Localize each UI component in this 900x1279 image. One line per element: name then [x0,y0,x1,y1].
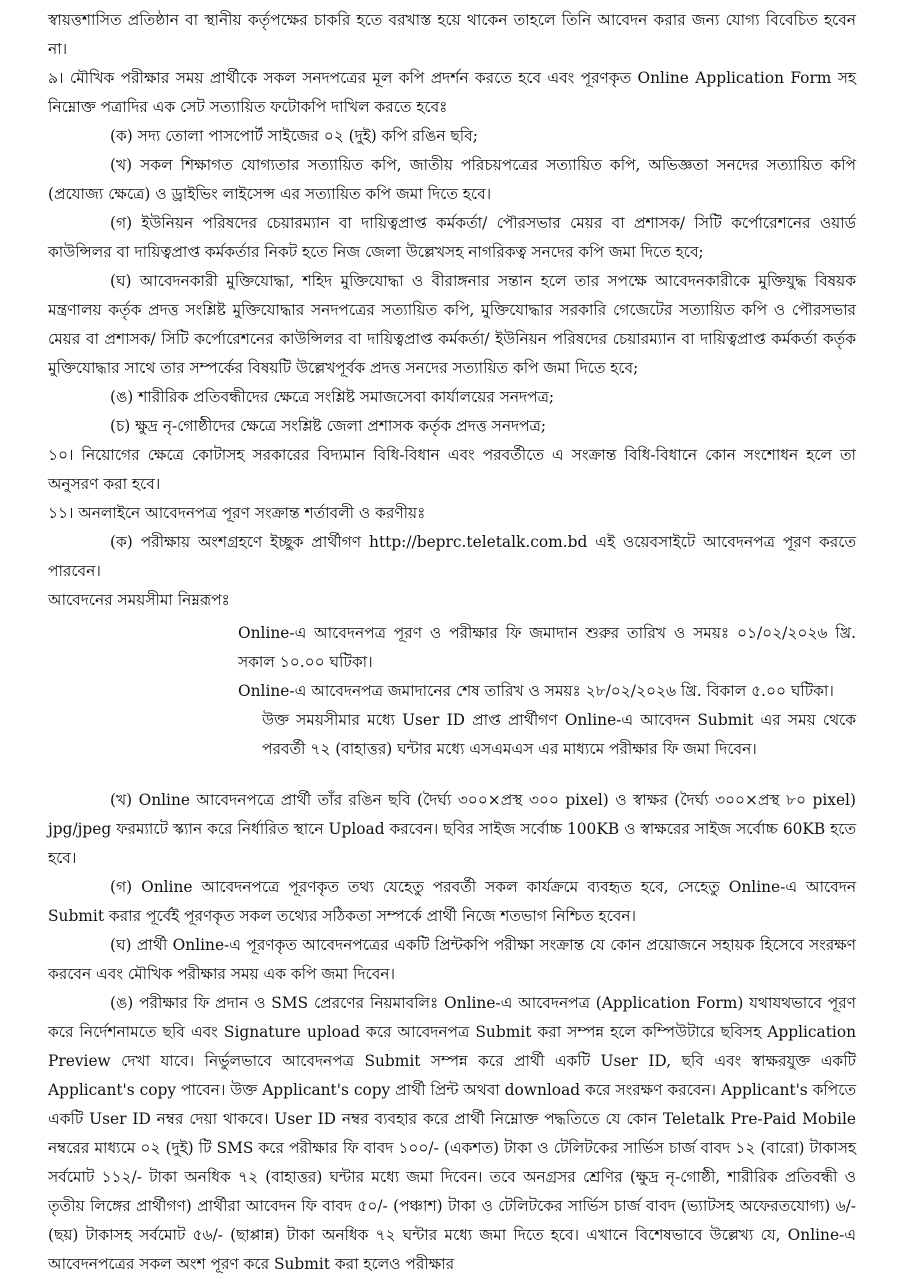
item-9-umo: (ঙ) শারীরিক প্রতিবন্ধীদের ক্ষেত্রে সংশ্লিষ্ট সমাজসেবা কার্যালয়ের সনদপত্র; [110,388,555,406]
section-9: ৯। মৌখিক পরীক্ষার সময় প্রার্থীকে সকল সনদপত্রের মূল কপি প্রদর্শন করতে হবে এবং পূরণকৃত Online Application Form সহ নিম্নোক্ত পত্রাদির এক সেট সত্যায়িত ফটোকপি দাখিল করতে হবেঃ [48,69,856,116]
section-11: ১১। অনলাইনে আবেদনপত্র পূরণ সংক্রান্ত শর্তাবলী ও করণীয়ঃ [48,504,426,522]
schedule-start: Online-এ আবেদনপত্র পূরণ ও পরীক্ষার ফি জমাদান শুরুর তারিখ ও সময়ঃ ০১/০২/২০২৬ খ্রি. সকাল ১০.০০ ঘটিকা। [238,624,856,671]
item-9-gha: (ঘ) আবেদনকারী মুক্তিযোদ্ধা, শহিদ মুক্তিযোদ্ধা ও বীরাঙ্গনার সন্তান হলে তার সপক্ষে আবেদনকারীকে মুক্তিযুদ্ধ বিষয়ক মন্ত্রণালয় কর্তৃক প্রদত্ত সংশ্লিষ্ট মুক্তিযোদ্ধার সনদপত্রের সত্যায়িত কপি, মুক্তিযোদ্ধার সরকারি গেজেটের সত্যায়িত কপি ও পৌরসভার মেয়র বা প্রশাসক/ সিটি কর্পোরেশনের কাউন্সিলর বা দায়িত্বপ্রাপ্ত কর্মকর্তা/ ইউনিয়ন পরিষদের চেয়ারম্যান বা দায়িত্বপ্রাপ্ত কর্মকর্তা কর্তৃক মুক্তিযোদ্ধার সাথে তার সম্পর্কের বিষয়টি উল্লেখপূর্বক প্রদত্ত সনদের সত্যায়িত কপি জমা দিতে হবে; [48,272,856,377]
item-11-umo: (ঙ) পরীক্ষার ফি প্রদান ও SMS প্রেরণের নিয়মাবলিঃ Online-এ আবেদনপত্র (Application Form) যথাযথভাবে পূরণ করে নির্দেশনামতে ছবি এবং Signature upload করে আবেদনপত্র Submit করা সম্পন্ন হলে কম্পিউটারে ছবিসহ Application Preview দেখা যাবে। নির্ভুলভাবে আবেদনপত্র Submit সম্পন্ন করে প্রার্থী একটি User ID, ছবি এবং স্বাক্ষরযুক্ত একটি Applicant's copy পাবেন। উক্ত Applicant's copy প্রার্থী প্রিন্ট অথবা download করে সংরক্ষণ করবেন। Applicant's কপিতে একটি User ID নম্বর দেয়া থাকবে। User ID নম্বর ব্যবহার করে প্রার্থী নিম্নোক্ত পদ্ধতিতে যে কোন Teletalk Pre-Paid Mobile নম্বরের মাধ্যমে ০২ (দুই) টি SMS করে পরীক্ষার ফি বাবদ ১০০/- (একশত) টাকা ও টেলিটকের সার্ভিস চার্জ বাবদ ১২ (বারো) টাকাসহ সর্বমোট ১১২/- টাকা অনধিক ৭২ (বাহাত্তর) ঘন্টার মধ্যে জমা দিবেন। তবে অনগ্রসর শ্রেণির (ক্ষুদ্র নৃ-গোষ্ঠী, শারীরিক প্রতিবন্ধী ও তৃতীয় লিঙ্গের প্রার্থীগণ) প্রার্থীরা আবেদন ফি বাবদ ৫০/- (পঞ্চাশ) টাকা ও টেলিটকের সার্ভিস চার্জ বাবদ (ভ্যাটসহ অফেরতযোগ্য) ৬/- (ছয়) টাকাসহ সর্বমোট ৫৬/- (ছাপ্পান্ন) টাকা অনধিক ৭২ ঘন্টার মধ্যে জমা দিতে হবে। এখানে বিশেষভাবে উল্লেখ্য যে, Online-এ আবেদনপত্রের সকল অংশ পূরণ করে Submit করা হলেও পরীক্ষার [48,994,856,1273]
item-11-gha: (ঘ) প্রার্থী Online-এ পূরণকৃত আবেদনপত্রের একটি প্রিন্টকপি পরীক্ষা সংক্রান্ত যে কোন প্রয়োজনে সহায়ক হিসেবে সংরক্ষণ করবেন এবং মৌখিক পরীক্ষার সময় এক কপি জমা দিবেন। [48,936,856,983]
item-9-kha: (খ) সকল শিক্ষাগত যোগ্যতার সত্যায়িত কপি, জাতীয় পরিচয়পত্রের সত্যায়িত কপি, অভিজ্ঞতা সনদের সত্যায়িত কপি (প্রযোজ্য ক্ষেত্রে) ও ড্রাইভিং লাইসেন্স এর সত্যায়িত কপি জমা দিতে হবে। [48,156,856,203]
item-9-ka: (ক) সদ্য তোলা পাসপোর্ট সাইজের ০২ (দুই) কপি রঙিন ছবি; [110,127,478,145]
schedule-end: Online-এ আবেদনপত্র জমাদানের শেষ তারিখ ও সময়ঃ ২৮/০২/২০২৬ খ্রি. বিকাল ৫.০০ ঘটিকা। [238,682,834,700]
item-11-kha: (খ) Online আবেদনপত্রে প্রার্থী তাঁর রঙিন ছবি (দৈর্ঘ্য ৩০০×প্রস্থ ৩০০ pixel) ও স্বাক্ষর (দৈর্ঘ্য ৩০০×প্রস্থ ৮০ pixel) jpg/jpeg ফরম্যাটে স্ক্যান করে নির্ধারিত স্থানে Upload করবেন। ছবির সাইজ সর্বোচ্চ 100KB ও স্বাক্ষরের সাইজ সর্বোচ্চ 60KB হতে হবে। [48,791,856,867]
schedule-fee-note: উক্ত সময়সীমার মধ্যে User ID প্রাপ্ত প্রার্থীগণ Online-এ আবেদন Submit এর সময় থেকে পরবর্তী ৭২ (বাহাত্তর) ঘন্টার মধ্যে এসএমএস এর মাধ্যমে পরীক্ষার ফি জমা দিবেন। [262,711,856,758]
item-11-ga: (গ) Online আবেদনপত্রে পূরণকৃত তথ্য যেহেতু পরবর্তী সকল কার্যক্রমে ব্যবহৃত হবে, সেহেতু Online-এ আবেদন Submit করার পূর্বেই পূরণকৃত সকল তথ্যের সঠিকতা সম্পর্কে প্রার্থী নিজে শতভাগ নিশ্চিত হবেন। [48,878,856,925]
item-11-ka: (ক) পরীক্ষায় অংশগ্রহণে ইচ্ছুক প্রার্থীগণ http://beprc.teletalk.com.bd এই ওয়েবসাইটে আবেদনপত্র পূরণ করতে পারবেন। [48,533,856,580]
item-9-ga: (গ) ইউনিয়ন পরিষদের চেয়ারম্যান বা দায়িত্বপ্রাপ্ত কর্মকর্তা/ পৌরসভার মেয়র বা প্রশাসক/ সিটি কর্পোরেশনের ওয়ার্ড কাউন্সিলর বা দায়িত্বপ্রাপ্ত কর্মকর্তার নিকট হতে নিজ জেলা উল্লেখসহ নাগরিকত্ব সনদের কপি জমা দিতে হবে; [48,214,856,261]
deadline-heading: আবেদনের সময়সীমা নিম্নরূপঃ [48,591,230,609]
paragraph-continuation: স্বায়ত্তশাসিত প্রতিষ্ঠান বা স্থানীয় কর্তৃপক্ষের চাকরি হতে বরখাস্ত হয়ে থাকেন তাহলে তিনি আবেদন করার জন্য যোগ্য বিবেচিত হবেন না। [48,11,856,58]
item-9-cha: (চ) ক্ষুদ্র নৃ-গোষ্ঠীদের ক্ষেত্রে সংশ্লিষ্ট জেলা প্রশাসক কর্তৃক প্রদত্ত সনদপত্র; [110,417,547,435]
section-10: ১০। নিয়োগের ক্ষেত্রে কোটাসহ সরকারের বিদ্যমান বিধি-বিধান এবং পরবর্তীতে এ সংক্রান্ত বিধি-বিধানে কোন সংশোধন হলে তা অনুসরণ করা হবে। [48,446,856,493]
